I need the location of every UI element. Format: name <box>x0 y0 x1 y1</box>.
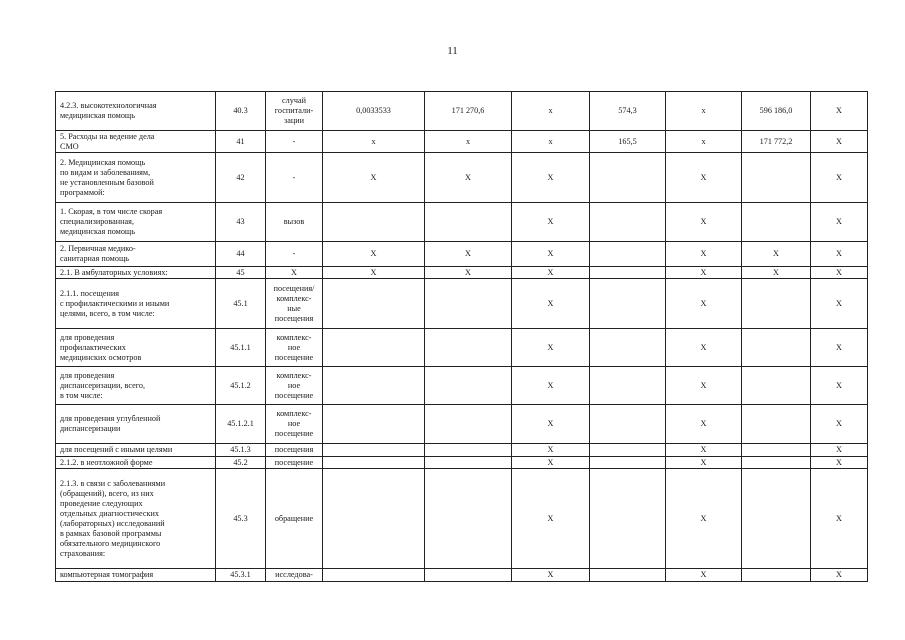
table-row <box>56 469 868 569</box>
cell-col-5 <box>425 457 512 469</box>
cell-col-7 <box>590 267 666 279</box>
cell-col-9 <box>742 469 811 569</box>
cell-col-10: X <box>811 279 868 329</box>
cell-col-8: X <box>666 279 742 329</box>
cell-unit: комплекс- ное посещение <box>266 367 323 405</box>
cell-col-7: 574,3 <box>590 92 666 131</box>
cell-col-8: X <box>666 457 742 469</box>
cell-row-name: для посещений с иными целями <box>56 444 216 457</box>
cell-col-6: X <box>512 469 590 569</box>
cell-col-5 <box>425 279 512 329</box>
cell-col-8: x <box>666 131 742 153</box>
table-row <box>56 242 868 267</box>
cell-col-8: X <box>666 203 742 242</box>
cell-col-5: X <box>425 153 512 203</box>
cell-col-5 <box>425 405 512 444</box>
cell-col-9 <box>742 457 811 469</box>
cell-col-10: X <box>811 329 868 367</box>
cell-row-name: 1. Скорая, в том числе скорая специализированная, медицинская помощь <box>56 203 216 242</box>
cell-unit: X <box>266 267 323 279</box>
cell-col-4: X <box>323 153 425 203</box>
cell-col-5: x <box>425 131 512 153</box>
cell-col-10: X <box>811 469 868 569</box>
cell-col-7 <box>590 279 666 329</box>
cell-col-7 <box>590 367 666 405</box>
cell-row-name: 2.1.2. в неотложной форме <box>56 457 216 469</box>
table-row <box>56 444 868 457</box>
cell-col-10: X <box>811 203 868 242</box>
cell-col-8: X <box>666 405 742 444</box>
cell-col-8: X <box>666 569 742 582</box>
cell-col-10: X <box>811 242 868 267</box>
cell-unit: - <box>266 131 323 153</box>
cell-col-8: X <box>666 267 742 279</box>
cell-col-7 <box>590 153 666 203</box>
cell-col-5: X <box>425 267 512 279</box>
cell-col-5 <box>425 367 512 405</box>
cell-col-4 <box>323 469 425 569</box>
cell-col-10: X <box>811 405 868 444</box>
cell-col-4: 0,0033533 <box>323 92 425 131</box>
table-row <box>56 569 868 582</box>
cell-row-code: 45.1.2 <box>216 367 266 405</box>
cell-col-10: X <box>811 92 868 131</box>
cell-col-6: X <box>512 203 590 242</box>
cell-row-name: 2. Медицинская помощь по видам и заболеваниям, не установленным базовой программой: <box>56 153 216 203</box>
cell-col-6: X <box>512 569 590 582</box>
cell-row-name: 2.1.1. посещения с профилактическими и иными целями, всего, в том числе: <box>56 279 216 329</box>
cell-col-5 <box>425 469 512 569</box>
cell-col-5 <box>425 329 512 367</box>
cell-col-8: x <box>666 92 742 131</box>
cell-row-code: 45.3.1 <box>216 569 266 582</box>
cell-row-name: для проведения углубленной диспансеризации <box>56 405 216 444</box>
cell-col-9: X <box>742 267 811 279</box>
cell-col-6: X <box>512 153 590 203</box>
cell-col-9 <box>742 203 811 242</box>
table-row <box>56 279 868 329</box>
cell-row-name: 4.2.3. высокотехнологичная медицинская помощь <box>56 92 216 131</box>
cell-unit: обращение <box>266 469 323 569</box>
cell-col-9 <box>742 569 811 582</box>
table-row <box>56 329 868 367</box>
cell-col-7 <box>590 444 666 457</box>
cell-col-9: 171 772,2 <box>742 131 811 153</box>
cell-row-code: 45.2 <box>216 457 266 469</box>
cell-col-8: X <box>666 444 742 457</box>
cell-row-code: 45.1.2.1 <box>216 405 266 444</box>
cell-col-7 <box>590 329 666 367</box>
cell-row-name: 2.1.3. в связи с заболеваниями (обращений), всего, из них проведение следующих отдельных диагностических (лабораторных) исследований в рамках базовой программы обязательного медицинского страхования: <box>56 469 216 569</box>
cell-col-7 <box>590 203 666 242</box>
table-row <box>56 153 868 203</box>
table-row <box>56 203 868 242</box>
cell-col-8: X <box>666 242 742 267</box>
cell-col-10: X <box>811 569 868 582</box>
cell-col-7 <box>590 405 666 444</box>
cell-col-9 <box>742 153 811 203</box>
cell-col-5 <box>425 569 512 582</box>
table-row <box>56 457 868 469</box>
cell-col-10: X <box>811 267 868 279</box>
cell-row-code: 45.1.1 <box>216 329 266 367</box>
cell-col-4 <box>323 444 425 457</box>
cell-col-6: X <box>512 242 590 267</box>
cell-col-7 <box>590 569 666 582</box>
cell-row-name: 5. Расходы на ведение дела СМО <box>56 131 216 153</box>
cell-col-10: X <box>811 153 868 203</box>
cell-unit: - <box>266 242 323 267</box>
cell-col-6: X <box>512 329 590 367</box>
cell-col-7: 165,5 <box>590 131 666 153</box>
cell-col-4: x <box>323 131 425 153</box>
cell-col-5: 171 270,6 <box>425 92 512 131</box>
cell-col-6: x <box>512 92 590 131</box>
table-row <box>56 405 868 444</box>
cell-col-8: X <box>666 153 742 203</box>
cell-col-4 <box>323 329 425 367</box>
cell-col-9 <box>742 405 811 444</box>
table-row <box>56 367 868 405</box>
cell-row-name: 2.1. В амбулаторных условиях: <box>56 267 216 279</box>
cell-row-name: для проведения профилактических медицинских осмотров <box>56 329 216 367</box>
budget-table <box>55 91 868 582</box>
cell-row-code: 45.1.3 <box>216 444 266 457</box>
cell-row-code: 44 <box>216 242 266 267</box>
cell-col-4: X <box>323 267 425 279</box>
cell-unit: вызов <box>266 203 323 242</box>
cell-col-7 <box>590 469 666 569</box>
cell-col-9 <box>742 279 811 329</box>
cell-unit: посещения <box>266 444 323 457</box>
cell-col-4 <box>323 569 425 582</box>
cell-col-6: X <box>512 444 590 457</box>
cell-col-6: X <box>512 405 590 444</box>
cell-row-name: для проведения диспансеризации, всего, в том числе: <box>56 367 216 405</box>
cell-row-name: 2. Первичная медико- санитарная помощь <box>56 242 216 267</box>
table-row <box>56 92 868 131</box>
cell-col-9: 596 186,0 <box>742 92 811 131</box>
cell-col-8: X <box>666 367 742 405</box>
cell-row-name: компьютерная томография <box>56 569 216 582</box>
cell-col-10: X <box>811 131 868 153</box>
cell-col-5: X <box>425 242 512 267</box>
cell-col-8: X <box>666 469 742 569</box>
cell-row-code: 41 <box>216 131 266 153</box>
cell-col-9: X <box>742 242 811 267</box>
cell-unit: случай госпитали- зации <box>266 92 323 131</box>
cell-col-6: X <box>512 279 590 329</box>
cell-col-4 <box>323 367 425 405</box>
cell-col-6: X <box>512 367 590 405</box>
cell-col-10: X <box>811 444 868 457</box>
cell-col-8: X <box>666 329 742 367</box>
cell-col-6: x <box>512 131 590 153</box>
cell-col-10: X <box>811 367 868 405</box>
page-number: 11 <box>447 45 458 57</box>
cell-col-10: X <box>811 457 868 469</box>
cell-col-4 <box>323 405 425 444</box>
cell-row-code: 42 <box>216 153 266 203</box>
cell-col-5 <box>425 444 512 457</box>
cell-unit: - <box>266 153 323 203</box>
cell-col-9 <box>742 367 811 405</box>
cell-col-4 <box>323 279 425 329</box>
cell-row-code: 45 <box>216 267 266 279</box>
cell-col-4: X <box>323 242 425 267</box>
table-row <box>56 131 868 153</box>
cell-col-9 <box>742 329 811 367</box>
cell-col-6: X <box>512 457 590 469</box>
cell-unit: комплекс- ное посещение <box>266 405 323 444</box>
cell-col-6: X <box>512 267 590 279</box>
cell-col-7 <box>590 457 666 469</box>
cell-unit: посещение <box>266 457 323 469</box>
cell-row-code: 45.3 <box>216 469 266 569</box>
cell-unit: посещения/ комплекс- ные посещения <box>266 279 323 329</box>
cell-col-4 <box>323 203 425 242</box>
cell-col-7 <box>590 242 666 267</box>
cell-col-4 <box>323 457 425 469</box>
cell-row-code: 40.3 <box>216 92 266 131</box>
cell-unit: комплекс- ное посещение <box>266 329 323 367</box>
cell-unit: исследова- <box>266 569 323 582</box>
table-row <box>56 267 868 279</box>
cell-col-5 <box>425 203 512 242</box>
cell-row-code: 43 <box>216 203 266 242</box>
cell-row-code: 45.1 <box>216 279 266 329</box>
cell-col-9 <box>742 444 811 457</box>
